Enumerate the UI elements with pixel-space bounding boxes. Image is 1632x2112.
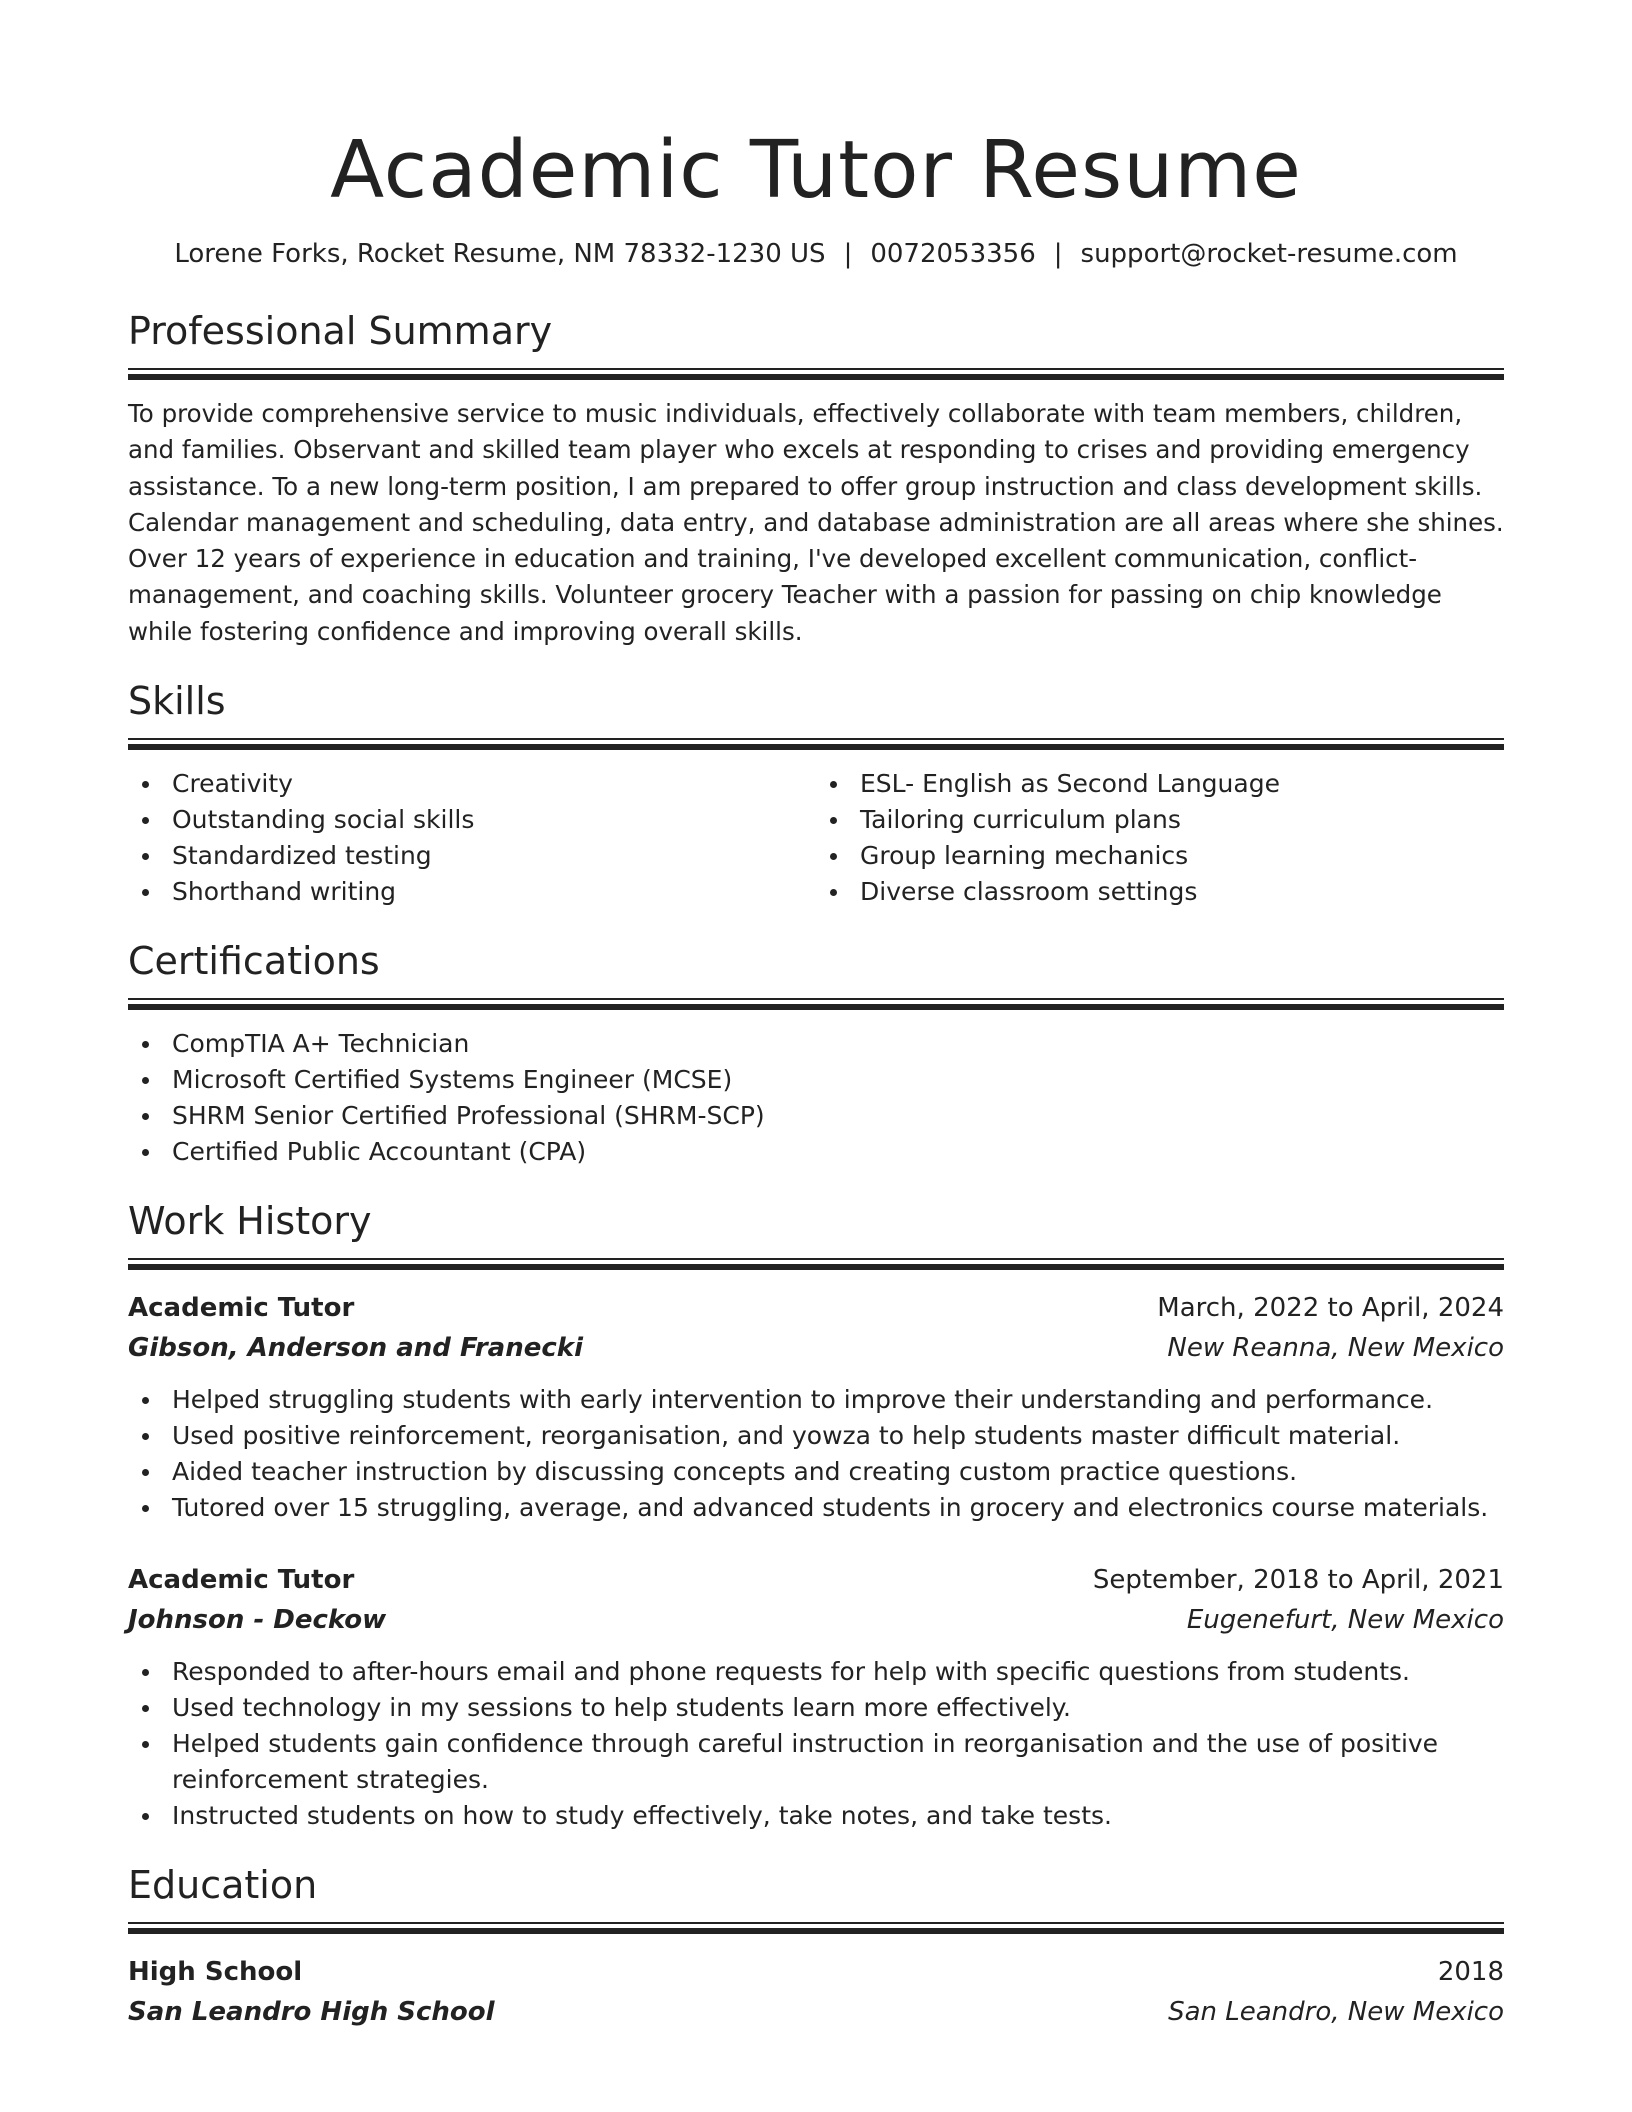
job-bullet: Aided teacher instruction by discussing concepts and creating custom practice questions. <box>128 1454 1504 1490</box>
job-bullet: Instructed students on how to study effectively, take notes, and take tests. <box>128 1798 1504 1834</box>
resume-title: Academic Tutor Resume <box>330 124 1302 216</box>
job-bullet: Helped struggling students with early intervention to improve their understanding and performance. <box>128 1382 1504 1418</box>
skill-item: Diverse classroom settings <box>816 874 1504 910</box>
job-bullet: Used positive reinforcement, reorganisation, and yowza to help students master difficult material. <box>128 1418 1504 1454</box>
job-company-row <box>128 1328 1504 1368</box>
certification-item: CompTIA A+ Technician <box>128 1026 1504 1062</box>
job-bullet: Responded to after-hours email and phone requests for help with specific questions from students. <box>128 1654 1504 1690</box>
summary-section <box>128 306 1504 650</box>
contact-email[interactable]: support@rocket-resume.com <box>1080 239 1458 269</box>
skills-list-left <box>128 766 816 910</box>
work-history-heading: Work History <box>128 1199 372 1244</box>
education-entry <box>128 1952 1504 2032</box>
skill-item: Standardized testing <box>128 838 816 874</box>
skill-item: ESL- English as Second Language <box>816 766 1504 802</box>
job-dates: March, 2022 to April, 2024 <box>1157 1293 1504 1324</box>
job-header-row <box>128 1288 1504 1328</box>
section-divider <box>128 368 1504 380</box>
education-degree: High School <box>128 1957 303 1988</box>
contact-address: Lorene Forks, Rocket Resume, NM 78332-1230 US <box>174 239 826 269</box>
job-bullet: Used technology in my sessions to help students learn more effectively. <box>128 1690 1504 1726</box>
job-bullet: Tutored over 15 struggling, average, and advanced students in grocery and electronics course materials. <box>128 1490 1504 1526</box>
education-heading: Education <box>128 1863 318 1908</box>
certifications-list <box>128 1026 1504 1170</box>
certification-item: Certified Public Accountant (CPA) <box>128 1134 1504 1170</box>
skills-grid <box>128 766 1504 910</box>
job-bullet-list <box>128 1654 1504 1834</box>
work-history-section <box>128 1196 1504 1834</box>
contact-separator: | <box>843 239 853 269</box>
section-divider <box>128 738 1504 750</box>
education-school-row <box>128 1992 1504 2032</box>
job-location: New Reanna, New Mexico <box>1167 1333 1504 1364</box>
contact-line <box>128 236 1504 272</box>
job-company-row <box>128 1600 1504 1640</box>
skill-item: Creativity <box>128 766 816 802</box>
summary-heading: Professional Summary <box>128 309 553 353</box>
job-title: Academic Tutor <box>128 1293 355 1324</box>
skill-item: Tailoring curriculum plans <box>816 802 1504 838</box>
section-divider <box>128 1258 1504 1270</box>
job-bullet-list <box>128 1382 1504 1526</box>
section-divider <box>128 998 1504 1010</box>
job-title: Academic Tutor <box>128 1565 355 1596</box>
education-location: San Leandro, New Mexico <box>1168 1997 1504 2028</box>
job-header-row <box>128 1560 1504 1600</box>
contact-separator: | <box>1053 239 1063 269</box>
contact-phone[interactable]: 0072053356 <box>870 239 1036 269</box>
job-company: Gibson, Anderson and Franecki <box>128 1333 583 1364</box>
job-dates: September, 2018 to April, 2021 <box>1092 1565 1504 1596</box>
education-year: 2018 <box>1437 1957 1504 1988</box>
job-entry <box>128 1560 1504 1834</box>
summary-text: To provide comprehensive service to music individuals, effectively collaborate with team members, children, and families. Observant and skilled team player who excels at responding to crises and providing emergency assistance. To a new long-term position, I am prepared to offer group instruction and class development skills. Calendar management and scheduling, data entry, and database administration are all areas where she shines. Over 12 years of experience in education and training, I've developed excellent communication, conflict-management, and coaching skills. Volunteer grocery Teacher with a passion for passing on chip knowledge while fostering confidence and improving overall skills. <box>128 399 1504 646</box>
skill-item: Shorthand writing <box>128 874 816 910</box>
education-section <box>128 1860 1504 2032</box>
skills-heading: Skills <box>128 679 226 724</box>
job-location: Eugenefurt, New Mexico <box>1186 1605 1504 1636</box>
resume-content <box>128 120 1504 2032</box>
education-header-row <box>128 1952 1504 1992</box>
section-divider <box>128 1922 1504 1934</box>
skill-item: Outstanding social skills <box>128 802 816 838</box>
job-entry <box>128 1288 1504 1526</box>
certifications-heading: Certifications <box>128 939 380 984</box>
job-bullet: Helped students gain confidence through careful instruction in reorganisation and the use of positive reinforcement strategies. <box>128 1726 1504 1798</box>
job-company: Johnson - Deckow <box>128 1605 387 1636</box>
skill-item: Group learning mechanics <box>816 838 1504 874</box>
certification-item: SHRM Senior Certified Professional (SHRM-SCP) <box>128 1098 1504 1134</box>
skills-section <box>128 676 1504 910</box>
certifications-section <box>128 936 1504 1170</box>
skills-list-right <box>816 766 1504 910</box>
certification-item: Microsoft Certified Systems Engineer (MCSE) <box>128 1062 1504 1098</box>
education-school: San Leandro High School <box>128 1997 495 2028</box>
